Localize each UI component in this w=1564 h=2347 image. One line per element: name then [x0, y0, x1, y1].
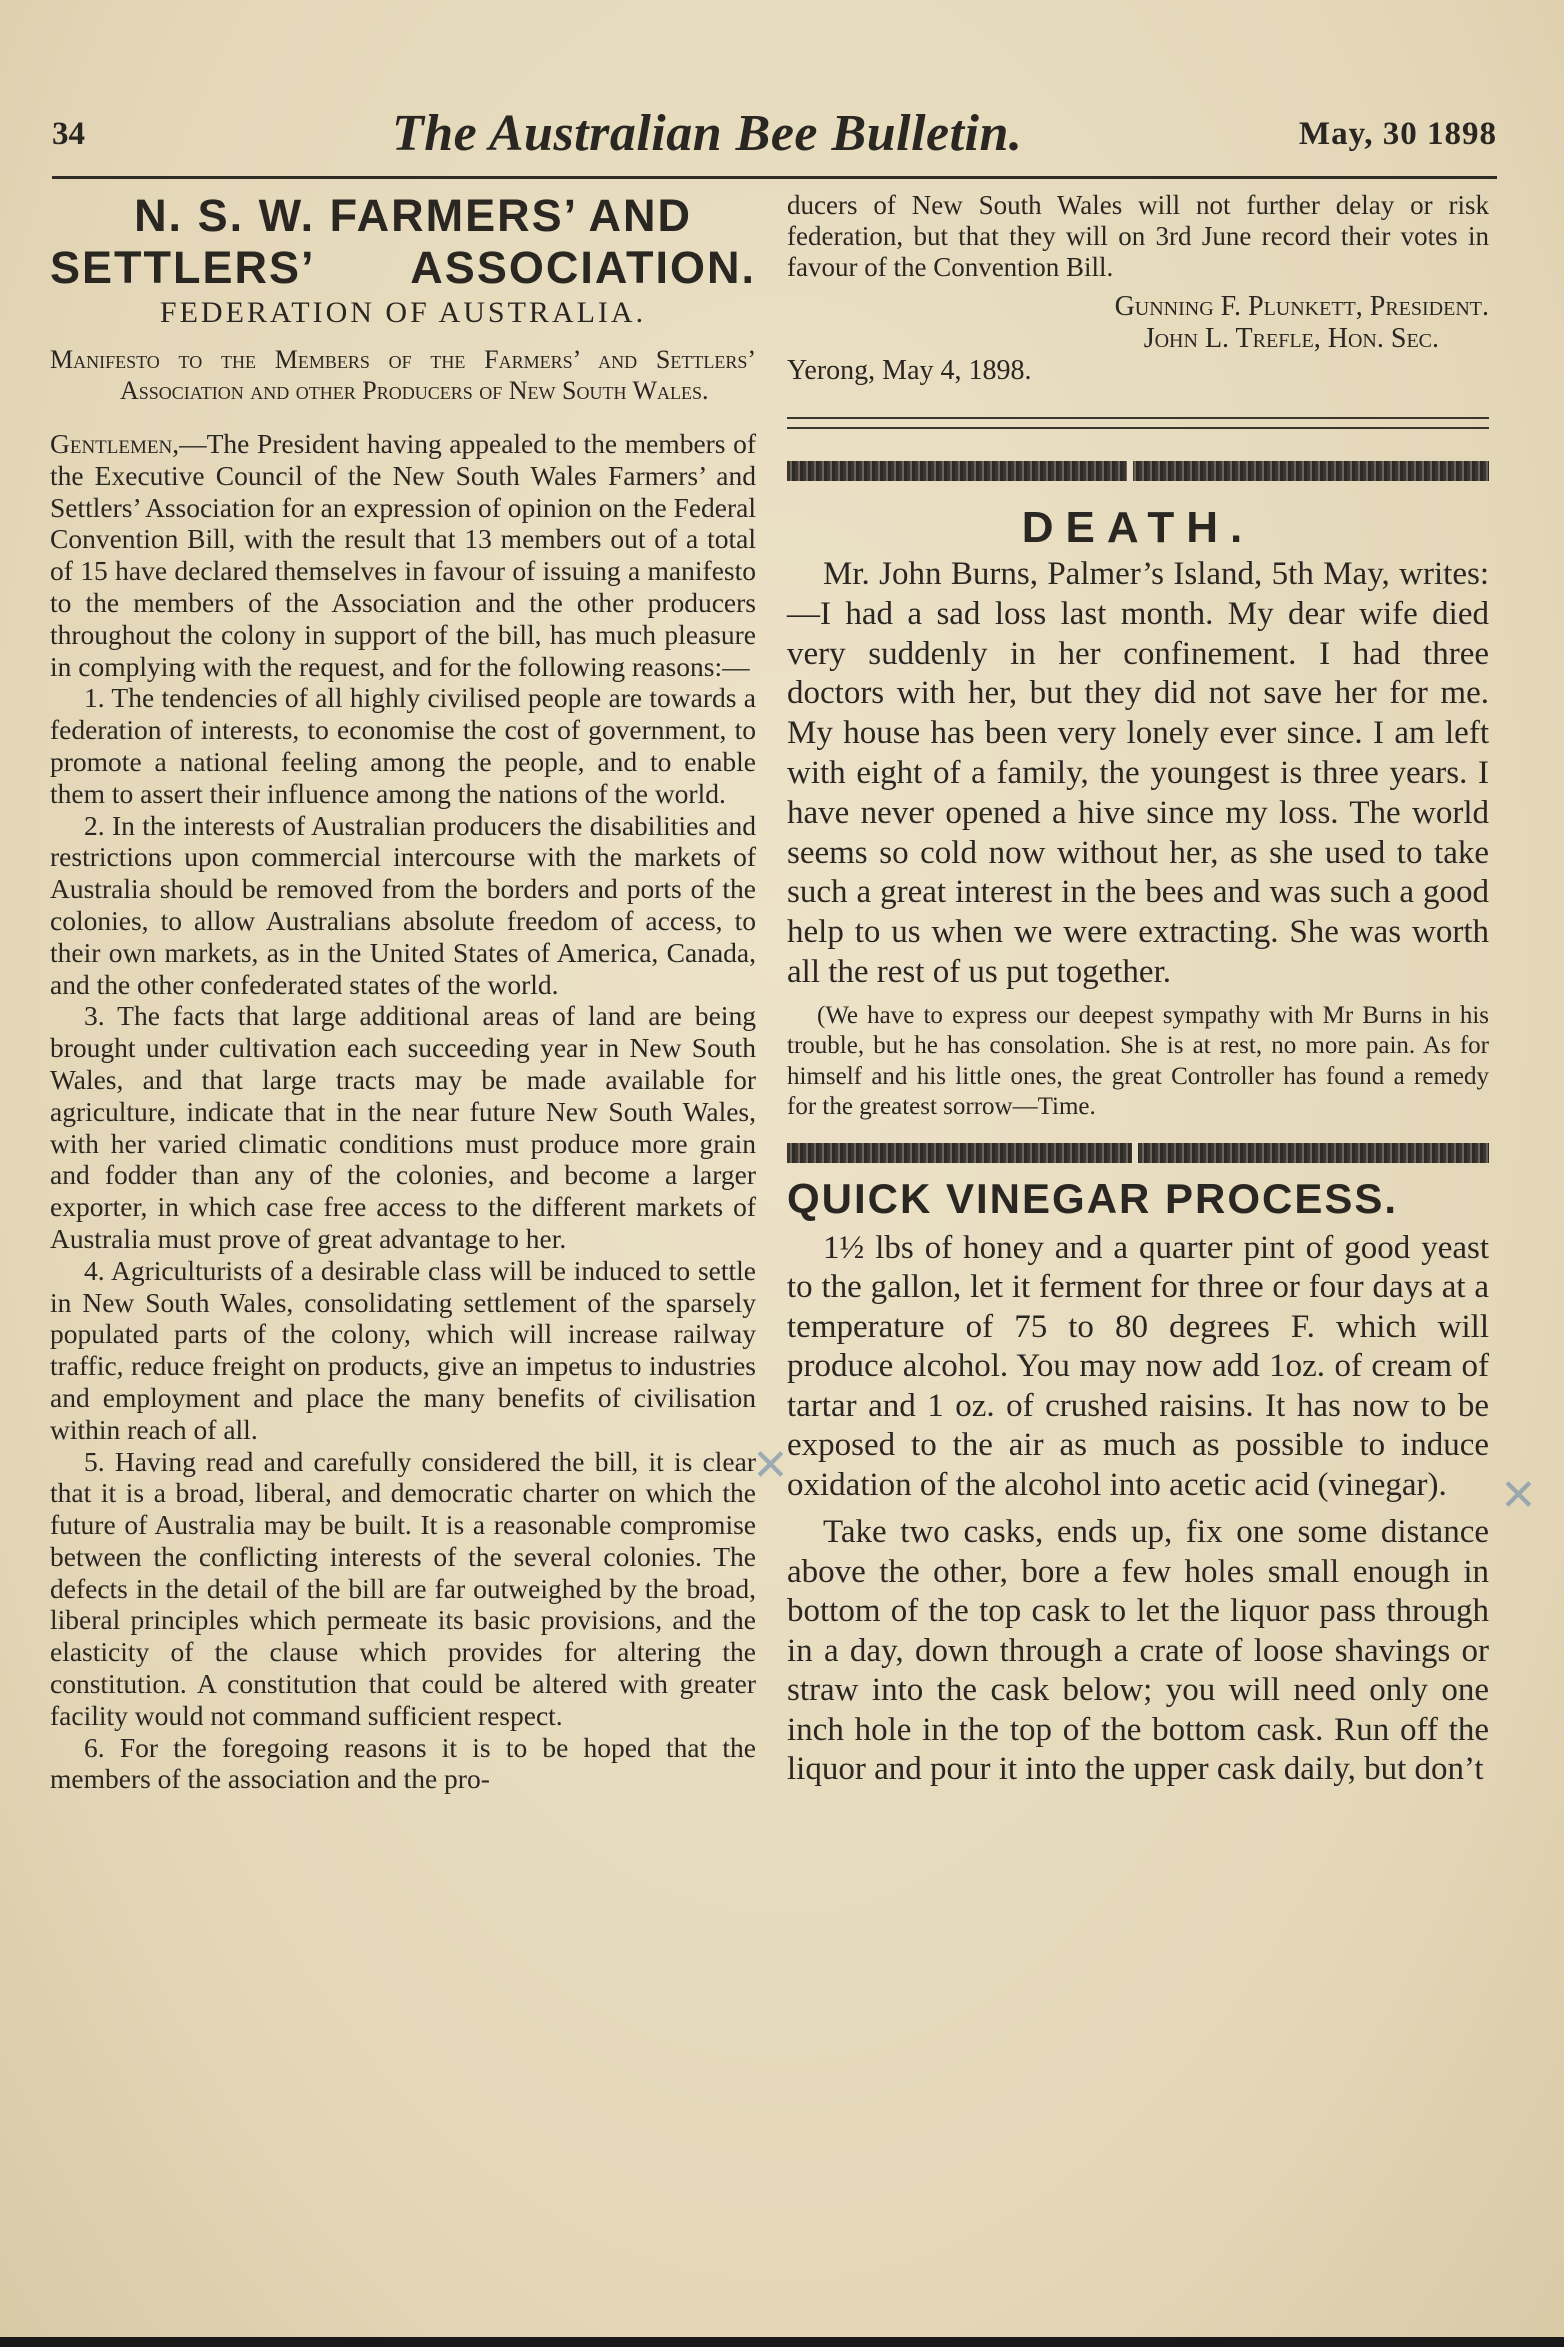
point-1: 1. The tendencies of all highly civilised people are towards a federation of interests, to economise the cost of government, to promote a national feeling among the people, and to enable them to assert their influence among the nations of the world.	[50, 682, 756, 809]
association-title-line2: SETTLERS’ ASSOCIATION.	[50, 242, 756, 293]
manifesto-continuation: ducers of New South Wales will not further delay or risk federation, but that they will on 3rd June record their votes in favour of the Convention Bill.	[787, 190, 1489, 282]
ornament-bar-2	[787, 1143, 1489, 1163]
vinegar-paragraph-1: 1½ lbs of honey and a quarter pint of good yeast to the gallon, let it ferment for three or four days at a temperature of 75 to 80 degrees F. which will produce alcohol. You may now add 1oz. of cream of tartar and 1 oz. of crushed raisins. It has now to be exposed to the air as much as possible to induce oxidation of the alcohol into acetic acid (vinegar).	[787, 1229, 1489, 1503]
vinegar-heading: QUICK VINEGAR PROCESS.	[787, 1174, 1399, 1222]
salutation: Gentlemen,	[50, 428, 180, 459]
association-subtitle: FEDERATION OF AUSTRALIA.	[159, 296, 647, 329]
pencil-mark: ✕	[752, 1440, 789, 1491]
intro-text: —The President having appealed to the members of the Executive Council of the New South Wales Farmers’ and Settlers’ Association for an expression of opinion on the Federal Convention Bill, with the result that 13 members out of a total of 15 have declared themselves in favour of issuing a manifesto to the members of the Association and the other producers throughout the colony in support of the bill, has much pleasure in complying with the request, and for the following reasons:—	[50, 428, 756, 682]
vinegar-paragraph-2: Take two casks, ends up, fix one some distance above the other, bore a few holes small enough in bottom of the top cask to let the liquor pass through in a day, down through a crate of loose shavings or straw into the cask below; you will need only one inch hole in the top of the bottom cask. Run off the liquor and pour it into the upper cask daily, but don’t	[787, 1514, 1489, 1788]
issue-date: May, 30 1898	[1298, 116, 1497, 152]
point-3: 3. The facts that large additional areas of land are being brought under cultivation each succeeding year in New South Wales, and that large tracts may be made available for agriculture, indicate that in the near future New South Wales, with her varied climatic conditions must produce more grain and fodder than any of the colonies, and become a larger exporter, in which case free access to the different markets of Australia must prove of great advantage to her.	[50, 1000, 756, 1254]
right-column	[787, 190, 1489, 1790]
page-header	[52, 105, 1497, 180]
point-5: 5. Having read and carefully considered the bill, it is clear that it is a broad, liberal, and democratic charter on which the future of Australia may be built. It is a reasonable compromise between the conflicting interests of the several colonies. The defects in the detail of the bill are far outweighed by the broad, liberal principles which permeate its basic provisions, and the elasticity of the clause which provides for altering the constitution. A constitution that could be altered with greater facility would not command sufficient respect.	[50, 1445, 756, 1731]
header-rule	[52, 176, 1497, 179]
manifesto-heading: Manifesto to the Members of the Farmers’ and Settlers’ Association and other Producers of New South Wales.	[50, 345, 756, 405]
place-date: Yerong, May 4, 1898.	[787, 355, 1032, 386]
journal-title: The Australian Bee Bulletin.	[392, 105, 1023, 162]
scan-edge-band	[0, 2337, 1564, 2347]
page-number: 34	[52, 116, 85, 152]
ornament-bar	[787, 461, 1489, 481]
association-title-line1: N. S. W. FARMERS’ AND	[134, 190, 692, 241]
point-2: 2. In the interests of Australian producers the disabilities and restrictions upon commercial intercourse with the markets of Australia should be removed from the borders and ports of the colonies, to allow Australians absolute freedom of access, to their own markets, as in the United States of America, Canada, and the other confederated states of the world.	[50, 809, 756, 1000]
pencil-mark: ✕	[1500, 1470, 1537, 1521]
point-4: 4. Agriculturists of a desirable class will be induced to settle in New South Wales, consolidating settlement of the sparsely populated parts of the colony, which will increase railway traffic, reduce freight on products, give an impetus to industries and employment and place the many benefits of civilisation within reach of all.	[50, 1254, 756, 1445]
death-text: Mr. John Burns, Palmer’s Island, 5th May, writes:—I had a sad loss last month. My dear wife died very suddenly in her confinement. I had three doctors with her, but they did not save her for me. My house has been very lonely ever since. I am left with eight of a family, the youngest is three years. I have never opened a hive since my loss. The world seems so cold now without her, as she used to take such a great interest in the bees and was such a good help to us when we were extracting. She was worth all the rest of us put together.	[787, 556, 1489, 990]
left-column	[50, 190, 756, 1795]
section-divider	[787, 417, 1489, 429]
death-heading: DEATH.	[1021, 503, 1255, 552]
association-title	[50, 190, 756, 294]
intro-paragraph	[50, 428, 756, 682]
point-6: 6. For the foregoing reasons it is to be hoped that the members of the association and the pro-	[50, 1731, 756, 1795]
signatory-secretary: John L. Trefle, Hon. Sec.	[1143, 323, 1439, 354]
death-editor-note: (We have to express our deepest sympathy with Mr Burns in his trouble, but he has consolation. She is at rest, no more pain. As for himself and his little ones, the great Controller has found a remedy for the greatest sorrow—Time.	[787, 1001, 1489, 1121]
signatory-president: Gunning F. Plunkett, President.	[1114, 291, 1489, 322]
